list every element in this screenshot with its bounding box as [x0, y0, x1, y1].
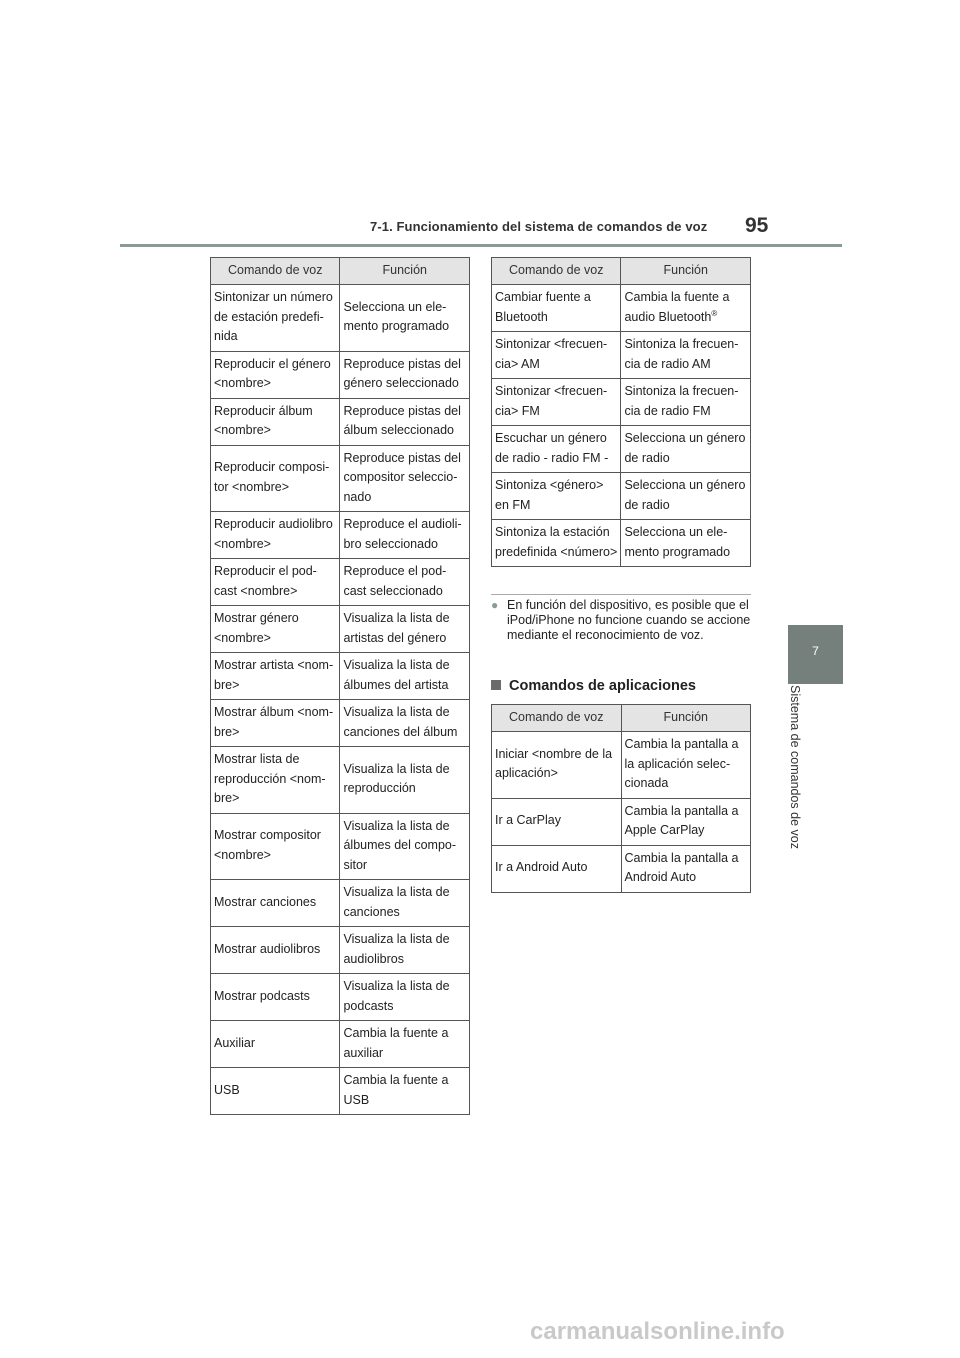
watermark: carmanualsonline.info	[530, 1318, 785, 1345]
function-text: Cambia la fuente a audio Bluetooth	[624, 290, 730, 324]
command-cell: Mostrar audiolibros	[211, 927, 340, 974]
command-cell: Sintonizar <frecuen-cia> FM	[492, 379, 621, 426]
function-cell: Visualiza la lista de audiolibros	[340, 927, 470, 974]
command-cell: Mostrar álbum <nom-bre>	[211, 700, 340, 747]
section-title: Comandos de aplicaciones	[509, 678, 696, 694]
table-row	[492, 732, 751, 799]
device-note	[491, 598, 753, 643]
table-row	[211, 974, 470, 1021]
note-divider	[491, 594, 751, 595]
function-cell: Reproduce el pod-cast seleccionado	[340, 559, 470, 606]
table-row	[211, 445, 470, 512]
page-number: 95	[745, 214, 769, 237]
command-cell: Cambiar fuente a Bluetooth	[492, 285, 621, 332]
command-cell: Sintoniza la estación predefinida <número>	[492, 520, 621, 567]
function-cell: Selecciona un ele-mento programado	[340, 285, 470, 352]
function-cell: Cambia la fuente a auxiliar	[340, 1021, 470, 1068]
chapter-side-label: Sistema de comandos de voz	[788, 685, 802, 849]
function-cell: Cambia la fuente a USB	[340, 1068, 470, 1115]
function-cell: Cambia la pantalla a Apple CarPlay	[621, 798, 750, 845]
table-header-function: Función	[621, 705, 750, 732]
function-cell: Reproduce pistas del álbum seleccionado	[340, 398, 470, 445]
voice-commands-table-radio	[491, 257, 751, 567]
table-row	[211, 1021, 470, 1068]
table-row	[211, 351, 470, 398]
table-row	[492, 798, 751, 845]
function-cell: Reproduce el audioli-bro seleccionado	[340, 512, 470, 559]
table-header-command: Comando de voz	[492, 258, 621, 285]
function-cell: Visualiza la lista de reproducción	[340, 747, 470, 814]
command-cell: Mostrar artista <nom-bre>	[211, 653, 340, 700]
voice-commands-table-apps	[491, 704, 751, 893]
function-cell: Visualiza la lista de canciones del álbum	[340, 700, 470, 747]
table-row	[211, 700, 470, 747]
table-header-function: Función	[621, 258, 751, 285]
function-cell: Reproduce pistas del género seleccionado	[340, 351, 470, 398]
function-cell: Visualiza la lista de podcasts	[340, 974, 470, 1021]
table-row	[492, 520, 751, 567]
table-row	[211, 927, 470, 974]
function-cell	[621, 285, 751, 332]
header-divider	[120, 244, 842, 247]
table-row	[211, 1068, 470, 1115]
function-cell: Cambia la pantalla a Android Auto	[621, 845, 750, 892]
command-cell: Ir a Android Auto	[492, 845, 622, 892]
command-cell: Auxiliar	[211, 1021, 340, 1068]
command-cell: Reproducir composi-tor <nombre>	[211, 445, 340, 512]
voice-commands-table-media	[210, 257, 470, 1115]
function-cell: Sintoniza la frecuen-cia de radio FM	[621, 379, 751, 426]
table-body	[492, 285, 751, 567]
command-cell: Ir a CarPlay	[492, 798, 622, 845]
table-row	[211, 880, 470, 927]
note-text: En función del dispositivo, es posible que el iPod/iPhone no funcione cuando se accione mediante el reconocimiento de voz.	[507, 598, 751, 642]
command-cell: Mostrar lista de reproducción <nom-bre>	[211, 747, 340, 814]
command-cell: Sintonizar <frecuen-cia> AM	[492, 332, 621, 379]
table-row	[211, 398, 470, 445]
table-row	[211, 512, 470, 559]
function-cell: Selecciona un ele-mento programado	[621, 520, 751, 567]
bullet-icon: ●	[491, 598, 499, 612]
function-cell: Visualiza la lista de artistas del género	[340, 606, 470, 653]
command-cell: Mostrar podcasts	[211, 974, 340, 1021]
command-cell: USB	[211, 1068, 340, 1115]
command-cell: Reproducir audiolibro <nombre>	[211, 512, 340, 559]
command-cell: Reproducir el género <nombre>	[211, 351, 340, 398]
function-cell: Sintoniza la frecuen-cia de radio AM	[621, 332, 751, 379]
table-row	[492, 473, 751, 520]
command-cell: Escuchar un género de radio - radio FM -	[492, 426, 621, 473]
section-heading-apps	[491, 678, 696, 694]
function-cell: Visualiza la lista de álbumes del artista	[340, 653, 470, 700]
command-cell: Mostrar compositor <nombre>	[211, 813, 340, 880]
command-cell: Reproducir álbum <nombre>	[211, 398, 340, 445]
table-row	[211, 653, 470, 700]
table-header-command: Comando de voz	[492, 705, 622, 732]
function-cell: Visualiza la lista de álbumes del compo-sitor	[340, 813, 470, 880]
table-header-function: Función	[340, 258, 470, 285]
command-cell: Mostrar canciones	[211, 880, 340, 927]
command-cell: Sintonizar un número de estación predefi-nida	[211, 285, 340, 352]
table-body	[211, 285, 470, 1115]
function-cell: Visualiza la lista de canciones	[340, 880, 470, 927]
table-row	[211, 813, 470, 880]
table-row	[492, 426, 751, 473]
function-cell: Reproduce pistas del compositor seleccio-nado	[340, 445, 470, 512]
table-row	[492, 379, 751, 426]
chapter-tab-number: 7	[812, 644, 819, 658]
command-cell: Mostrar género <nombre>	[211, 606, 340, 653]
square-bullet-icon	[491, 680, 501, 690]
function-cell: Cambia la pantalla a la aplicación selec-cionada	[621, 732, 750, 799]
table-row	[492, 285, 751, 332]
function-cell: Selecciona un género de radio	[621, 426, 751, 473]
registered-mark: ®	[711, 308, 718, 318]
command-cell: Iniciar <nombre de la aplicación>	[492, 732, 622, 799]
header-title: 7-1. Funcionamiento del sistema de comandos de voz	[370, 219, 708, 234]
command-cell: Sintoniza <género> en FM	[492, 473, 621, 520]
table-row	[211, 285, 470, 352]
table-body	[492, 732, 751, 893]
table-row	[492, 845, 751, 892]
table-row	[211, 606, 470, 653]
command-cell: Reproducir el pod-cast <nombre>	[211, 559, 340, 606]
table-header-command: Comando de voz	[211, 258, 340, 285]
table-row	[492, 332, 751, 379]
function-cell: Selecciona un género de radio	[621, 473, 751, 520]
table-row	[211, 559, 470, 606]
table-row	[211, 747, 470, 814]
